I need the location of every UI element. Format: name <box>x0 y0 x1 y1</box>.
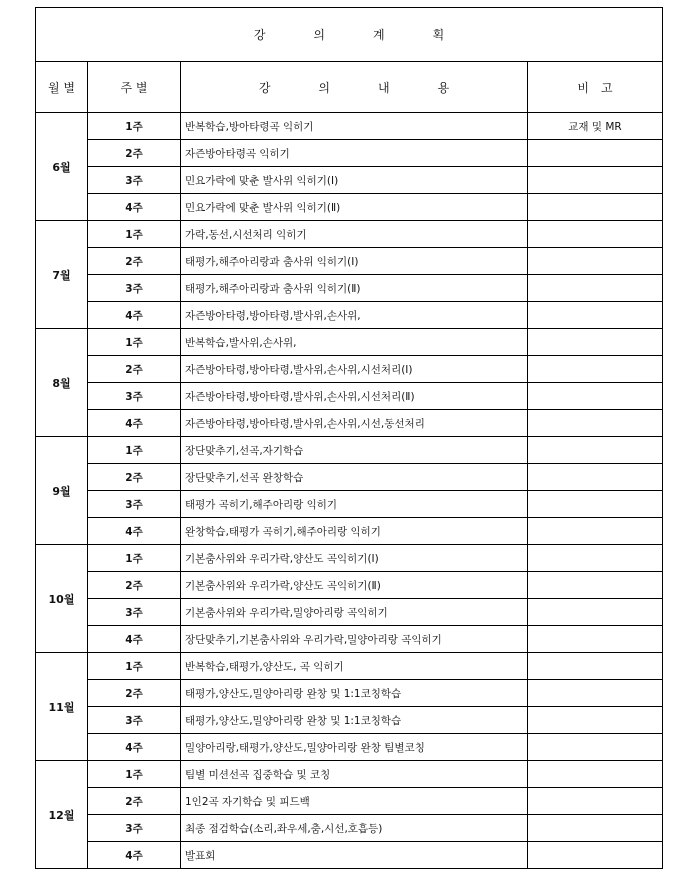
week-cell: 1주 <box>88 329 181 356</box>
week-cell: 3주 <box>88 599 181 626</box>
header-content <box>181 62 528 113</box>
content-cell: 민요가락에 맞춘 발사위 익히기(Ⅰ) <box>181 167 528 194</box>
week-cell: 2주 <box>88 140 181 167</box>
content-cell: 장단맞추기,기본춤사위와 우리가락,밀양아리랑 곡익히기 <box>181 626 528 653</box>
content-cell: 발표회 <box>181 842 528 869</box>
content-cell: 반복학습,방아타령곡 익히기 <box>181 113 528 140</box>
table-row <box>36 626 663 653</box>
week-cell: 1주 <box>88 653 181 680</box>
header-row <box>36 62 663 113</box>
month-cell: 8월 <box>36 329 88 437</box>
table-row <box>36 194 663 221</box>
header-month: 월 별 <box>36 62 88 113</box>
week-cell: 2주 <box>88 356 181 383</box>
header-content-char: 내 <box>378 80 390 95</box>
month-cell: 11월 <box>36 653 88 761</box>
table-row <box>36 572 663 599</box>
note-cell <box>528 329 663 356</box>
note-cell <box>528 518 663 545</box>
content-cell: 민요가락에 맞춘 발사위 익히기(Ⅱ) <box>181 194 528 221</box>
table-row <box>36 302 663 329</box>
content-cell: 가락,동선,시선처리 익히기 <box>181 221 528 248</box>
week-cell: 1주 <box>88 113 181 140</box>
table-row <box>36 248 663 275</box>
week-cell: 2주 <box>88 788 181 815</box>
note-cell <box>528 464 663 491</box>
week-cell: 1주 <box>88 437 181 464</box>
month-cell: 6월 <box>36 113 88 221</box>
content-cell: 팀별 미션선곡 집중학습 및 코칭 <box>181 761 528 788</box>
title-char: 의 <box>313 28 325 42</box>
week-cell: 4주 <box>88 518 181 545</box>
week-cell: 4주 <box>88 734 181 761</box>
note-cell <box>528 275 663 302</box>
week-cell: 1주 <box>88 761 181 788</box>
content-cell: 최종 점검학습(소리,좌우세,춤,시선,호흡등) <box>181 815 528 842</box>
content-cell: 1인2곡 자기학습 및 피드백 <box>181 788 528 815</box>
content-cell: 태평가,해주아리랑과 춤사위 익히기(Ⅱ) <box>181 275 528 302</box>
note-cell <box>528 410 663 437</box>
note-cell <box>528 167 663 194</box>
header-content-char: 용 <box>437 80 450 95</box>
header-content-char: 강 <box>258 80 271 95</box>
note-cell <box>528 194 663 221</box>
week-cell: 1주 <box>88 545 181 572</box>
table-row <box>36 437 663 464</box>
content-cell: 반복학습,발사위,손사위, <box>181 329 528 356</box>
month-cell: 7월 <box>36 221 88 329</box>
note-cell <box>528 734 663 761</box>
content-cell: 기본춤사위와 우리가락,밀양아리랑 곡익히기 <box>181 599 528 626</box>
table-row <box>36 842 663 869</box>
week-cell: 3주 <box>88 275 181 302</box>
note-cell <box>528 572 663 599</box>
content-cell: 완창학습,태평가 곡히기,해주아리랑 익히기 <box>181 518 528 545</box>
week-cell: 2주 <box>88 572 181 599</box>
title-char: 획 <box>432 28 445 42</box>
table-row <box>36 329 663 356</box>
table-row <box>36 518 663 545</box>
note-cell <box>528 356 663 383</box>
table-row <box>36 356 663 383</box>
week-cell: 4주 <box>88 626 181 653</box>
week-cell: 2주 <box>88 248 181 275</box>
note-cell <box>528 383 663 410</box>
week-cell: 3주 <box>88 815 181 842</box>
content-cell: 태평가,해주아리랑과 춤사위 익히기(Ⅰ) <box>181 248 528 275</box>
note-cell <box>528 248 663 275</box>
title-char: 강 <box>253 28 266 42</box>
header-note-char: 비 <box>577 80 589 95</box>
content-cell: 밀양아리랑,태평가,양산도,밀양아리랑 완창 팀별코칭 <box>181 734 528 761</box>
content-cell: 장단맞추기,선곡,자기학습 <box>181 437 528 464</box>
header-content-char: 의 <box>318 80 330 95</box>
page-title <box>36 8 663 62</box>
content-cell: 자즌방아타령,방아타령,발사위,손사위,시선처리(Ⅰ) <box>181 356 528 383</box>
content-cell: 자즌방아타령,방아타령,발사위,손사위, <box>181 302 528 329</box>
header-note <box>528 62 663 113</box>
table-row <box>36 707 663 734</box>
month-cell: 12월 <box>36 761 88 869</box>
table-row <box>36 680 663 707</box>
note-cell <box>528 626 663 653</box>
header-note-char: 고 <box>601 80 613 95</box>
content-cell: 자즌방아타령,방아타령,발사위,손사위,시선,동선처리 <box>181 410 528 437</box>
week-cell: 4주 <box>88 302 181 329</box>
note-cell <box>528 815 663 842</box>
header-week: 주 별 <box>88 62 181 113</box>
content-cell: 장단맞추기,선곡 완창학습 <box>181 464 528 491</box>
note-cell <box>528 842 663 869</box>
month-cell: 9월 <box>36 437 88 545</box>
week-cell: 4주 <box>88 194 181 221</box>
table-row <box>36 761 663 788</box>
week-cell: 3주 <box>88 383 181 410</box>
table-row <box>36 491 663 518</box>
note-cell <box>528 707 663 734</box>
week-cell: 4주 <box>88 842 181 869</box>
note-cell <box>528 788 663 815</box>
table-row <box>36 788 663 815</box>
table-row <box>36 113 663 140</box>
content-cell: 기본춤사위와 우리가락,양산도 곡익히기(Ⅱ) <box>181 572 528 599</box>
table-row <box>36 221 663 248</box>
week-cell: 3주 <box>88 167 181 194</box>
week-cell: 4주 <box>88 410 181 437</box>
note-cell <box>528 302 663 329</box>
month-cell: 10월 <box>36 545 88 653</box>
note-cell <box>528 221 663 248</box>
table-row <box>36 545 663 572</box>
lecture-plan-table <box>35 7 663 869</box>
note-cell: 교재 및 MR <box>528 113 663 140</box>
note-cell <box>528 680 663 707</box>
table-row <box>36 464 663 491</box>
table-row <box>36 140 663 167</box>
content-cell: 자즌방아타령곡 익히기 <box>181 140 528 167</box>
table-row <box>36 383 663 410</box>
week-cell: 2주 <box>88 680 181 707</box>
table-row <box>36 599 663 626</box>
content-cell: 기본춤사위와 우리가락,양산도 곡익히기(Ⅰ) <box>181 545 528 572</box>
title-row <box>36 8 663 62</box>
note-cell <box>528 140 663 167</box>
week-cell: 3주 <box>88 491 181 518</box>
note-cell <box>528 653 663 680</box>
table-row <box>36 167 663 194</box>
table-row <box>36 653 663 680</box>
content-cell: 자즌방아타령,방아타령,발사위,손사위,시선처리(Ⅱ) <box>181 383 528 410</box>
table-row <box>36 815 663 842</box>
title-char: 계 <box>373 28 385 42</box>
note-cell <box>528 761 663 788</box>
content-cell: 반복학습,태평가,양산도, 곡 익히기 <box>181 653 528 680</box>
note-cell <box>528 491 663 518</box>
week-cell: 2주 <box>88 464 181 491</box>
note-cell <box>528 599 663 626</box>
week-cell: 3주 <box>88 707 181 734</box>
content-cell: 태평가 곡히기,해주아리랑 익히기 <box>181 491 528 518</box>
content-cell: 태평가,양산도,밀양아리랑 완창 및 1:1코칭학습 <box>181 680 528 707</box>
table-row <box>36 410 663 437</box>
table-row <box>36 734 663 761</box>
content-cell: 태평가,양산도,밀양아리랑 완창 및 1:1코칭학습 <box>181 707 528 734</box>
table-row <box>36 275 663 302</box>
note-cell <box>528 545 663 572</box>
week-cell: 1주 <box>88 221 181 248</box>
note-cell <box>528 437 663 464</box>
